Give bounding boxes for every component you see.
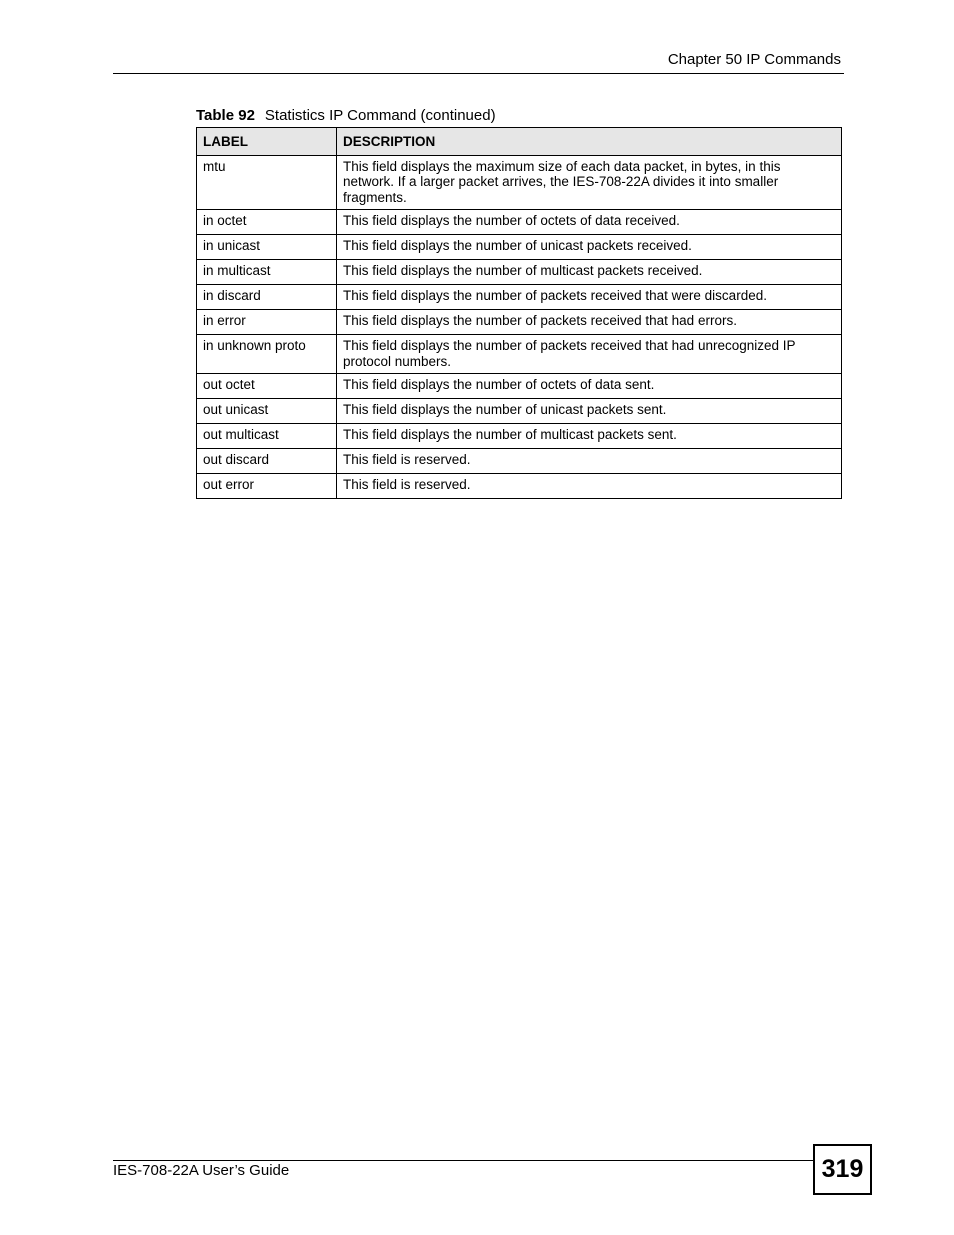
row-description: This field displays the number of packets received that had errors. (337, 310, 842, 335)
row-label: out octet (197, 374, 337, 399)
row-label: in discard (197, 285, 337, 310)
table-row (197, 210, 842, 235)
table-row (197, 155, 842, 210)
row-description: This field displays the number of packets received that were discarded. (337, 285, 842, 310)
table-caption-title: Statistics IP Command (continued) (264, 107, 496, 124)
page-number: 319 (813, 1144, 872, 1195)
row-label: out unicast (197, 399, 337, 424)
row-description: This field displays the number of packets received that had unrecognized IP protocol numbers. (337, 335, 842, 374)
table-row (197, 399, 842, 424)
row-label: in multicast (197, 260, 337, 285)
table-row (197, 374, 842, 399)
table-caption (196, 107, 496, 125)
table-row (197, 310, 842, 335)
statistics-table (196, 127, 842, 499)
row-description: This field displays the number of octets of data sent. (337, 374, 842, 399)
table-header-row (197, 128, 842, 156)
row-label: out discard (197, 449, 337, 474)
guide-title: IES-708-22A User’s Guide (113, 1162, 290, 1179)
table-row (197, 260, 842, 285)
table-row (197, 424, 842, 449)
row-description: This field displays the maximum size of each data packet, in bytes, in this network. If a larger packet arrives, the IES-708-22A divides it into smaller fragments. (337, 155, 842, 210)
row-description: This field displays the number of octets of data received. (337, 210, 842, 235)
table-row (197, 449, 842, 474)
table-row (197, 474, 842, 499)
row-label: in unicast (197, 235, 337, 260)
column-header-label: LABEL (197, 128, 337, 156)
footer-rule (113, 1160, 814, 1161)
row-description: This field is reserved. (337, 449, 842, 474)
row-description: This field displays the number of unicast packets received. (337, 235, 842, 260)
column-header-description: DESCRIPTION (337, 128, 842, 156)
row-label: in octet (197, 210, 337, 235)
row-label: mtu (197, 155, 337, 210)
chapter-title: Chapter 50 IP Commands (667, 51, 841, 68)
table-caption-number: Table 92 (196, 107, 255, 124)
row-description: This field displays the number of unicast packets sent. (337, 399, 842, 424)
table-row (197, 285, 842, 310)
row-label: out error (197, 474, 337, 499)
row-label: in error (197, 310, 337, 335)
row-description: This field displays the number of multicast packets sent. (337, 424, 842, 449)
row-label: in unknown proto (197, 335, 337, 374)
row-label: out multicast (197, 424, 337, 449)
table-row (197, 335, 842, 374)
row-description: This field displays the number of multicast packets received. (337, 260, 842, 285)
table-row (197, 235, 842, 260)
header-rule (113, 73, 844, 74)
row-description: This field is reserved. (337, 474, 842, 499)
